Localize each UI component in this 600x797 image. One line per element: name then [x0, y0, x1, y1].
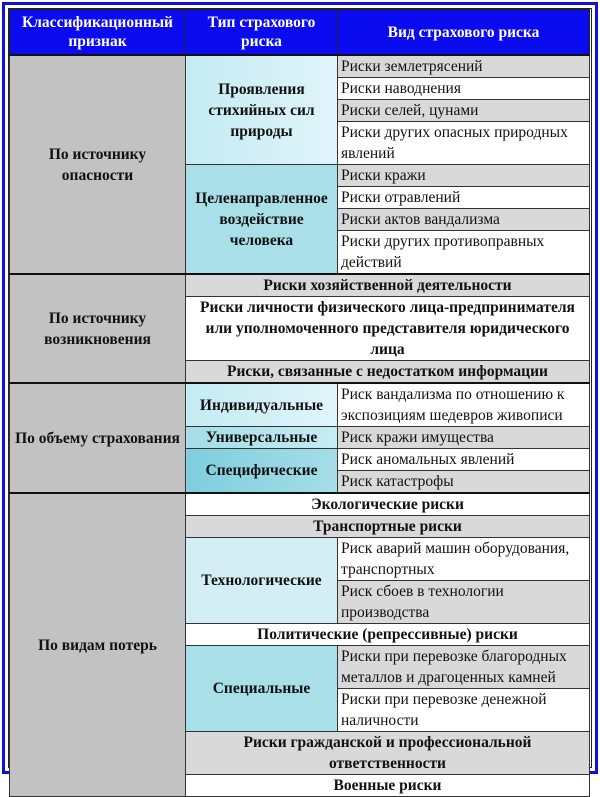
risk-span-item: Риски, связанные с недостатком информации — [186, 361, 590, 384]
risk-item: Риски при перевозке денежной наличности — [338, 689, 590, 732]
table-row — [10, 274, 590, 297]
risk-item: Риски при перевозке благородных металлов и драгоценных камней — [338, 646, 590, 689]
header-risk-type: Тип страхового риска — [186, 10, 338, 56]
risk-item: Риски отравлений — [338, 187, 590, 209]
group-by-insurance-scope: По объему страхования — [10, 383, 186, 493]
type-human-action: Целенаправленное воздействие человека — [186, 165, 338, 275]
risk-item: Риски наводнения — [338, 78, 590, 100]
risk-span-item: Риски личности физического лица-предпринимателя или уполномоченного представителя юридического лица — [186, 297, 590, 361]
risk-span-item: Риски хозяйственной деятельности — [186, 274, 590, 297]
risk-span-item: Военные риски — [186, 775, 590, 797]
risk-span-item: Экологические риски — [186, 493, 590, 516]
group-by-origin-source: По источнику возникновения — [10, 274, 186, 383]
risk-span-item: Транспортные риски — [186, 516, 590, 538]
risk-item: Риски землетрясений — [338, 55, 590, 78]
risk-item: Риск сбоев в технологии производства — [338, 581, 590, 624]
type-individual: Индивидуальные — [186, 383, 338, 427]
table-row — [10, 55, 590, 78]
header-classification-feature: Классификационный признак — [10, 10, 186, 56]
risk-item: Риски селей, цунами — [338, 100, 590, 122]
risk-item: Риски актов вандализма — [338, 209, 590, 231]
risk-item: Риск катастрофы — [338, 471, 590, 494]
risk-item: Риск вандализма по отношению к экспозициям шедевров живописи — [338, 383, 590, 427]
risk-item: Риск аномальных явлений — [338, 449, 590, 471]
header-row — [10, 10, 590, 56]
group-by-danger-source: По источнику опасности — [10, 55, 186, 274]
type-natural-forces: Проявления стихийных сил природы — [186, 55, 338, 165]
risk-span-item: Политические (репрессивные) риски — [186, 624, 590, 646]
risk-span-item: Риски гражданской и профессиональной ответственности — [186, 732, 590, 775]
risk-item: Риски других противоправных действий — [338, 231, 590, 275]
table-frame — [2, 2, 598, 794]
table-row — [10, 493, 590, 516]
type-special: Специальные — [186, 646, 338, 732]
table-row — [10, 383, 590, 427]
risk-item: Риски других опасных природных явлений — [338, 122, 590, 165]
risk-item: Риск кражи имущества — [338, 427, 590, 449]
type-specific: Специфические — [186, 449, 338, 494]
insurance-risk-classification-table — [9, 9, 590, 797]
group-by-loss-type: По видам потерь — [10, 493, 186, 797]
risk-item: Риск аварий машин оборудования, транспортных — [338, 538, 590, 581]
type-technological: Технологические — [186, 538, 338, 624]
type-universal: Универсальные — [186, 427, 338, 449]
risk-item: Риски кражи — [338, 165, 590, 187]
header-risk-kind: Вид страхового риска — [338, 10, 590, 56]
